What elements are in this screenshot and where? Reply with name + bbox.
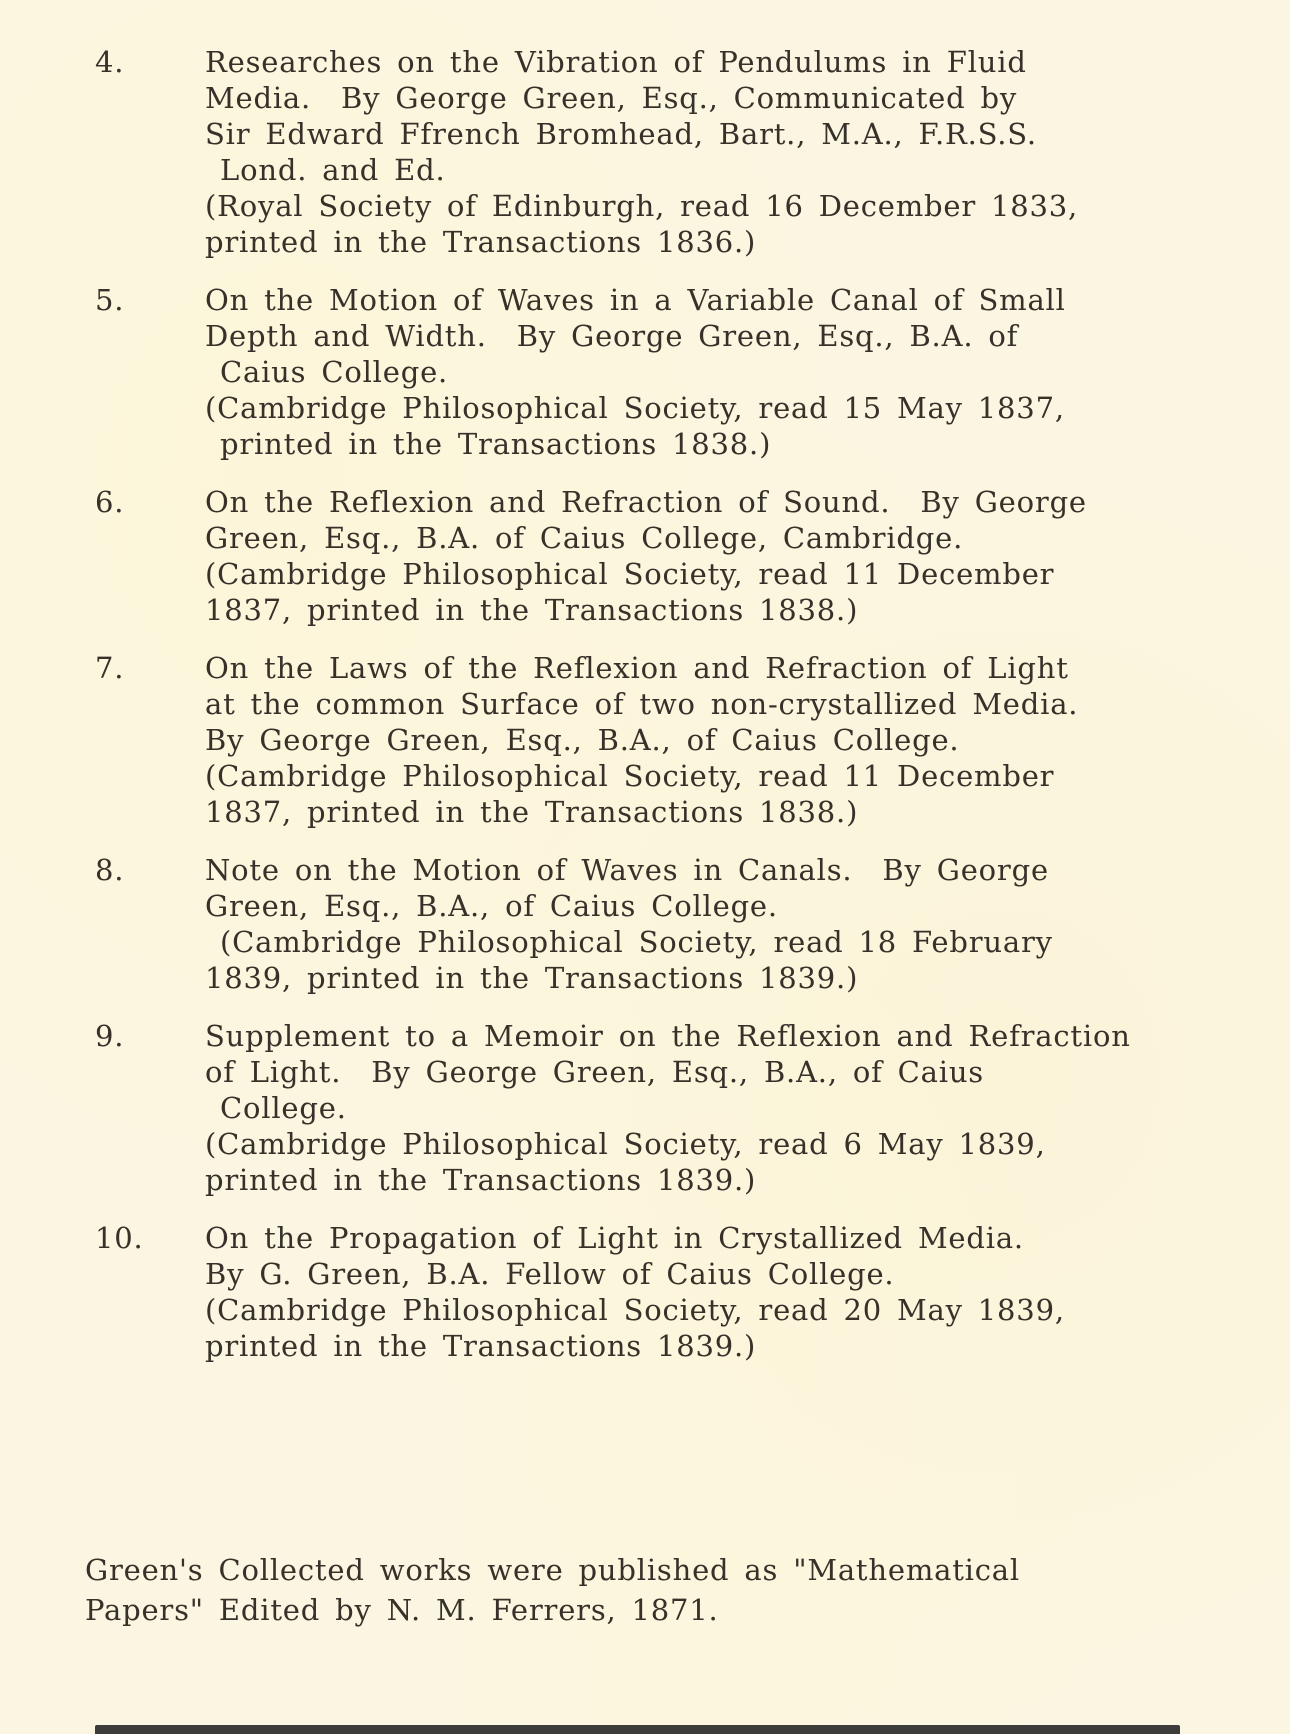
entry-number: 10.: [95, 1221, 144, 1255]
entry-body: [205, 44, 1078, 260]
entry-line: By George Green, Esq., B.A., of Caius College.: [205, 723, 960, 757]
entry-line: Green, Esq., B.A., of Caius College.: [205, 889, 778, 923]
scan-edge-artifact: [95, 1725, 1180, 1734]
entry-line: of Light. By George Green, Esq., B.A., of Caius: [205, 1055, 984, 1089]
entry-line: Lond. and Ed.: [205, 153, 446, 187]
list-item: [95, 852, 1235, 996]
list-item: [95, 650, 1235, 830]
entry-line: Green, Esq., B.A. of Caius College, Cambridge.: [205, 521, 964, 555]
entry-body: [205, 1220, 1065, 1364]
entry-line: Supplement to a Memoir on the Reflexion and Refraction: [205, 1019, 1131, 1053]
entry-line: (Royal Society of Edinburgh, read 16 December 1833,: [205, 189, 1079, 223]
entry-body: [205, 282, 1066, 462]
entry-line: printed in the Transactions 1838.): [205, 427, 772, 461]
collected-works-note: [85, 1550, 1020, 1630]
entry-line: at the common Surface of two non-crystallized Media.: [205, 687, 1079, 721]
entry-line: On the Motion of Waves in a Variable Canal of Small: [205, 283, 1066, 317]
list-item: [95, 484, 1235, 628]
entry-line: printed in the Transactions 1839.): [205, 1163, 757, 1197]
list-item: [95, 282, 1235, 462]
entry-line: Researches on the Vibration of Pendulums in Fluid: [205, 45, 1027, 79]
list-item: [95, 44, 1235, 260]
entry-number: 9.: [95, 1019, 125, 1053]
entry-line: On the Reflexion and Refraction of Sound. By George: [205, 485, 1087, 519]
entry-line: printed in the Transactions 1839.): [205, 1329, 757, 1363]
entry-body: [205, 1018, 1131, 1198]
entry-body: [205, 484, 1087, 628]
entry-line: 1839, printed in the Transactions 1839.): [205, 961, 859, 995]
entry-body: [205, 852, 1053, 996]
entry-line: Sir Edward Ffrench Bromhead, Bart., M.A., F.R.S.S.: [205, 117, 1037, 151]
entry-line: Caius College.: [205, 355, 449, 389]
note-line: Green's Collected works were published as "Mathematical: [85, 1553, 1020, 1587]
entry-line: Depth and Width. By George Green, Esq., B.A. of: [205, 319, 1019, 353]
list-item: [95, 1018, 1235, 1198]
entry-number: 5.: [95, 283, 125, 317]
entry-line: (Cambridge Philosophical Society, read 11 December: [205, 759, 1055, 793]
entry-line: Media. By George Green, Esq., Communicated by: [205, 81, 1018, 115]
entry-line: By G. Green, B.A. Fellow of Caius College.: [205, 1257, 895, 1291]
entry-line: (Cambridge Philosophical Society, read 6 May 1839,: [205, 1127, 1046, 1161]
entry-body: [205, 650, 1078, 830]
entry-number: 7.: [95, 651, 125, 685]
entry-line: 1837, printed in the Transactions 1838.): [205, 593, 859, 627]
entry-number: 6.: [95, 485, 125, 519]
entry-line: (Cambridge Philosophical Society, read 15 May 1837,: [205, 391, 1065, 425]
entry-line: (Cambridge Philosophical Society, read 18 February: [205, 925, 1053, 959]
entry-line: printed in the Transactions 1836.): [205, 225, 757, 259]
list-item: [95, 1220, 1235, 1364]
entry-line: Note on the Motion of Waves in Canals. By George: [205, 853, 1049, 887]
entry-line: College.: [205, 1091, 347, 1125]
entry-line: On the Propagation of Light in Crystallized Media.: [205, 1221, 1024, 1255]
note-line: Papers" Edited by N. M. Ferrers, 1871.: [85, 1593, 719, 1627]
entry-line: (Cambridge Philosophical Society, read 20 May 1839,: [205, 1293, 1065, 1327]
entry-line: (Cambridge Philosophical Society, read 11 December: [205, 557, 1055, 591]
entry-line: 1837, printed in the Transactions 1838.): [205, 795, 859, 829]
entry-number: 8.: [95, 853, 125, 887]
entry-number: 4.: [95, 45, 125, 79]
entry-line: On the Laws of the Reflexion and Refraction of Light: [205, 651, 1069, 685]
